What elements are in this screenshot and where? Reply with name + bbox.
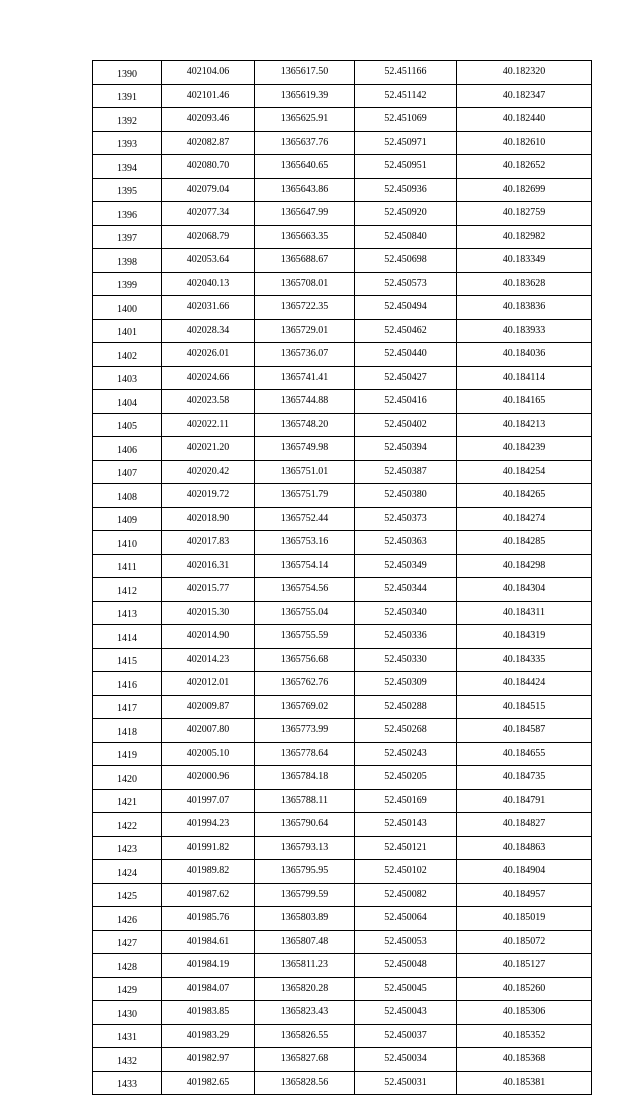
y-coordinate-cell: 1365751.79 [255, 484, 355, 508]
table-row [93, 249, 592, 273]
latitude-cell: 52.450330 [355, 648, 457, 672]
x-coordinate-cell: 401984.61 [162, 930, 255, 954]
longitude-cell: 40.182347 [457, 84, 592, 108]
y-coordinate-cell: 1365647.99 [255, 202, 355, 226]
table-row [93, 601, 592, 625]
y-coordinate-cell: 1365756.68 [255, 648, 355, 672]
point-number-cell: 1426 [93, 907, 162, 931]
y-coordinate-cell: 1365640.65 [255, 155, 355, 179]
latitude-cell: 52.450288 [355, 695, 457, 719]
x-coordinate-cell: 402079.04 [162, 178, 255, 202]
x-coordinate-cell: 402077.34 [162, 202, 255, 226]
x-coordinate-cell: 401989.82 [162, 860, 255, 884]
longitude-cell: 40.184319 [457, 625, 592, 649]
longitude-cell: 40.184165 [457, 390, 592, 414]
x-coordinate-cell: 402000.96 [162, 766, 255, 790]
x-coordinate-cell: 402020.42 [162, 460, 255, 484]
y-coordinate-cell: 1365788.11 [255, 789, 355, 813]
x-coordinate-cell: 402017.83 [162, 531, 255, 555]
point-number-cell: 1422 [93, 813, 162, 837]
point-number-cell: 1425 [93, 883, 162, 907]
latitude-cell: 52.450573 [355, 272, 457, 296]
point-number-cell: 1396 [93, 202, 162, 226]
y-coordinate-cell: 1365827.68 [255, 1048, 355, 1072]
table-row [93, 366, 592, 390]
x-coordinate-cell: 401994.23 [162, 813, 255, 837]
x-coordinate-cell: 401982.65 [162, 1071, 255, 1095]
y-coordinate-cell: 1365784.18 [255, 766, 355, 790]
table-row [93, 836, 592, 860]
table-row [93, 648, 592, 672]
point-number-cell: 1404 [93, 390, 162, 414]
table-row [93, 578, 592, 602]
longitude-cell: 40.184274 [457, 507, 592, 531]
x-coordinate-cell: 402068.79 [162, 225, 255, 249]
x-coordinate-cell: 402024.66 [162, 366, 255, 390]
x-coordinate-cell: 402014.90 [162, 625, 255, 649]
point-number-cell: 1402 [93, 343, 162, 367]
latitude-cell: 52.450064 [355, 907, 457, 931]
latitude-cell: 52.451069 [355, 108, 457, 132]
point-number-cell: 1429 [93, 977, 162, 1001]
longitude-cell: 40.183836 [457, 296, 592, 320]
point-number-cell: 1423 [93, 836, 162, 860]
x-coordinate-cell: 401983.29 [162, 1024, 255, 1048]
point-number-cell: 1398 [93, 249, 162, 273]
x-coordinate-cell: 401987.62 [162, 883, 255, 907]
latitude-cell: 52.450951 [355, 155, 457, 179]
table-row [93, 343, 592, 367]
longitude-cell: 40.184254 [457, 460, 592, 484]
latitude-cell: 52.450048 [355, 954, 457, 978]
longitude-cell: 40.182759 [457, 202, 592, 226]
table-row [93, 484, 592, 508]
longitude-cell: 40.182440 [457, 108, 592, 132]
table-row [93, 108, 592, 132]
longitude-cell: 40.184298 [457, 554, 592, 578]
x-coordinate-cell: 402005.10 [162, 742, 255, 766]
x-coordinate-cell: 402015.30 [162, 601, 255, 625]
table-row [93, 155, 592, 179]
y-coordinate-cell: 1365755.04 [255, 601, 355, 625]
point-number-cell: 1407 [93, 460, 162, 484]
table-row [93, 131, 592, 155]
y-coordinate-cell: 1365769.02 [255, 695, 355, 719]
latitude-cell: 52.450053 [355, 930, 457, 954]
x-coordinate-cell: 402093.46 [162, 108, 255, 132]
latitude-cell: 52.450387 [355, 460, 457, 484]
y-coordinate-cell: 1365637.76 [255, 131, 355, 155]
point-number-cell: 1431 [93, 1024, 162, 1048]
point-number-cell: 1428 [93, 954, 162, 978]
y-coordinate-cell: 1365799.59 [255, 883, 355, 907]
x-coordinate-cell: 401983.85 [162, 1001, 255, 1025]
point-number-cell: 1427 [93, 930, 162, 954]
table-row [93, 178, 592, 202]
point-number-cell: 1415 [93, 648, 162, 672]
x-coordinate-cell: 402018.90 [162, 507, 255, 531]
y-coordinate-cell: 1365752.44 [255, 507, 355, 531]
y-coordinate-cell: 1365617.50 [255, 61, 355, 85]
x-coordinate-cell: 401997.07 [162, 789, 255, 813]
latitude-cell: 52.450037 [355, 1024, 457, 1048]
table-row [93, 531, 592, 555]
y-coordinate-cell: 1365773.99 [255, 719, 355, 743]
latitude-cell: 52.450416 [355, 390, 457, 414]
longitude-cell: 40.185368 [457, 1048, 592, 1072]
table-row [93, 554, 592, 578]
latitude-cell: 52.450143 [355, 813, 457, 837]
y-coordinate-cell: 1365736.07 [255, 343, 355, 367]
longitude-cell: 40.184335 [457, 648, 592, 672]
latitude-cell: 52.450102 [355, 860, 457, 884]
latitude-cell: 52.450121 [355, 836, 457, 860]
y-coordinate-cell: 1365826.55 [255, 1024, 355, 1048]
y-coordinate-cell: 1365790.64 [255, 813, 355, 837]
x-coordinate-cell: 402007.80 [162, 719, 255, 743]
point-number-cell: 1392 [93, 108, 162, 132]
table-row [93, 507, 592, 531]
table-row [93, 625, 592, 649]
latitude-cell: 52.450440 [355, 343, 457, 367]
longitude-cell: 40.183349 [457, 249, 592, 273]
latitude-cell: 52.450920 [355, 202, 457, 226]
table-row [93, 390, 592, 414]
x-coordinate-cell: 402028.34 [162, 319, 255, 343]
x-coordinate-cell: 402040.13 [162, 272, 255, 296]
y-coordinate-cell: 1365744.88 [255, 390, 355, 414]
longitude-cell: 40.184304 [457, 578, 592, 602]
longitude-cell: 40.184114 [457, 366, 592, 390]
x-coordinate-cell: 402080.70 [162, 155, 255, 179]
longitude-cell: 40.185127 [457, 954, 592, 978]
x-coordinate-cell: 402015.77 [162, 578, 255, 602]
point-number-cell: 1433 [93, 1071, 162, 1095]
longitude-cell: 40.182320 [457, 61, 592, 85]
latitude-cell: 52.450394 [355, 437, 457, 461]
longitude-cell: 40.184239 [457, 437, 592, 461]
point-number-cell: 1401 [93, 319, 162, 343]
x-coordinate-cell: 401985.76 [162, 907, 255, 931]
latitude-cell: 52.450309 [355, 672, 457, 696]
table-row [93, 225, 592, 249]
y-coordinate-cell: 1365795.95 [255, 860, 355, 884]
point-number-cell: 1432 [93, 1048, 162, 1072]
table-row [93, 296, 592, 320]
point-number-cell: 1417 [93, 695, 162, 719]
point-number-cell: 1397 [93, 225, 162, 249]
longitude-cell: 40.184285 [457, 531, 592, 555]
table-row [93, 319, 592, 343]
x-coordinate-cell: 402031.66 [162, 296, 255, 320]
table-row [93, 813, 592, 837]
longitude-cell: 40.184904 [457, 860, 592, 884]
y-coordinate-cell: 1365722.35 [255, 296, 355, 320]
point-number-cell: 1403 [93, 366, 162, 390]
point-number-cell: 1418 [93, 719, 162, 743]
latitude-cell: 52.450349 [355, 554, 457, 578]
longitude-cell: 40.185352 [457, 1024, 592, 1048]
longitude-cell: 40.184655 [457, 742, 592, 766]
y-coordinate-cell: 1365754.14 [255, 554, 355, 578]
point-number-cell: 1408 [93, 484, 162, 508]
x-coordinate-cell: 402026.01 [162, 343, 255, 367]
point-number-cell: 1421 [93, 789, 162, 813]
x-coordinate-cell: 402016.31 [162, 554, 255, 578]
longitude-cell: 40.184311 [457, 601, 592, 625]
y-coordinate-cell: 1365753.16 [255, 531, 355, 555]
latitude-cell: 52.450494 [355, 296, 457, 320]
longitude-cell: 40.184863 [457, 836, 592, 860]
y-coordinate-cell: 1365708.01 [255, 272, 355, 296]
latitude-cell: 52.450340 [355, 601, 457, 625]
x-coordinate-cell: 402053.64 [162, 249, 255, 273]
point-number-cell: 1410 [93, 531, 162, 555]
y-coordinate-cell: 1365625.91 [255, 108, 355, 132]
latitude-cell: 52.450373 [355, 507, 457, 531]
latitude-cell: 52.450344 [355, 578, 457, 602]
longitude-cell: 40.184957 [457, 883, 592, 907]
point-number-cell: 1395 [93, 178, 162, 202]
latitude-cell: 52.450936 [355, 178, 457, 202]
y-coordinate-cell: 1365793.13 [255, 836, 355, 860]
latitude-cell: 52.450205 [355, 766, 457, 790]
latitude-cell: 52.450169 [355, 789, 457, 813]
table-row [93, 1048, 592, 1072]
x-coordinate-cell: 402021.20 [162, 437, 255, 461]
x-coordinate-cell: 402023.58 [162, 390, 255, 414]
latitude-cell: 52.450043 [355, 1001, 457, 1025]
point-number-cell: 1400 [93, 296, 162, 320]
point-number-cell: 1394 [93, 155, 162, 179]
longitude-cell: 40.182652 [457, 155, 592, 179]
longitude-cell: 40.184515 [457, 695, 592, 719]
y-coordinate-cell: 1365778.64 [255, 742, 355, 766]
y-coordinate-cell: 1365741.41 [255, 366, 355, 390]
x-coordinate-cell: 401984.19 [162, 954, 255, 978]
point-number-cell: 1393 [93, 131, 162, 155]
table-row [93, 84, 592, 108]
longitude-cell: 40.184735 [457, 766, 592, 790]
y-coordinate-cell: 1365811.23 [255, 954, 355, 978]
point-number-cell: 1413 [93, 601, 162, 625]
table-row [93, 766, 592, 790]
latitude-cell: 52.450698 [355, 249, 457, 273]
x-coordinate-cell: 402009.87 [162, 695, 255, 719]
latitude-cell: 52.451142 [355, 84, 457, 108]
y-coordinate-cell: 1365619.39 [255, 84, 355, 108]
latitude-cell: 52.450082 [355, 883, 457, 907]
y-coordinate-cell: 1365688.67 [255, 249, 355, 273]
table-row [93, 61, 592, 85]
point-number-cell: 1405 [93, 413, 162, 437]
y-coordinate-cell: 1365828.56 [255, 1071, 355, 1095]
x-coordinate-cell: 401984.07 [162, 977, 255, 1001]
x-coordinate-cell: 402014.23 [162, 648, 255, 672]
table-row [93, 437, 592, 461]
latitude-cell: 52.450031 [355, 1071, 457, 1095]
table-row [93, 719, 592, 743]
y-coordinate-cell: 1365754.56 [255, 578, 355, 602]
x-coordinate-cell: 402019.72 [162, 484, 255, 508]
y-coordinate-cell: 1365803.89 [255, 907, 355, 931]
table-row [93, 907, 592, 931]
x-coordinate-cell: 402022.11 [162, 413, 255, 437]
y-coordinate-cell: 1365823.43 [255, 1001, 355, 1025]
y-coordinate-cell: 1365820.28 [255, 977, 355, 1001]
point-number-cell: 1419 [93, 742, 162, 766]
latitude-cell: 52.450336 [355, 625, 457, 649]
longitude-cell: 40.183933 [457, 319, 592, 343]
y-coordinate-cell: 1365643.86 [255, 178, 355, 202]
latitude-cell: 52.450045 [355, 977, 457, 1001]
latitude-cell: 52.451166 [355, 61, 457, 85]
longitude-cell: 40.184424 [457, 672, 592, 696]
longitude-cell: 40.182982 [457, 225, 592, 249]
latitude-cell: 52.450840 [355, 225, 457, 249]
table-row [93, 789, 592, 813]
y-coordinate-cell: 1365807.48 [255, 930, 355, 954]
latitude-cell: 52.450034 [355, 1048, 457, 1072]
x-coordinate-cell: 402101.46 [162, 84, 255, 108]
latitude-cell: 52.450971 [355, 131, 457, 155]
longitude-cell: 40.184213 [457, 413, 592, 437]
table-row [93, 1001, 592, 1025]
y-coordinate-cell: 1365755.59 [255, 625, 355, 649]
point-number-cell: 1411 [93, 554, 162, 578]
latitude-cell: 52.450462 [355, 319, 457, 343]
longitude-cell: 40.184587 [457, 719, 592, 743]
point-number-cell: 1414 [93, 625, 162, 649]
longitude-cell: 40.183628 [457, 272, 592, 296]
y-coordinate-cell: 1365751.01 [255, 460, 355, 484]
x-coordinate-cell: 402082.87 [162, 131, 255, 155]
table-row [93, 695, 592, 719]
point-number-cell: 1409 [93, 507, 162, 531]
y-coordinate-cell: 1365749.98 [255, 437, 355, 461]
table-row [93, 272, 592, 296]
table-row [93, 954, 592, 978]
x-coordinate-cell: 401991.82 [162, 836, 255, 860]
x-coordinate-cell: 402104.06 [162, 61, 255, 85]
longitude-cell: 40.184827 [457, 813, 592, 837]
point-number-cell: 1399 [93, 272, 162, 296]
table-row [93, 930, 592, 954]
longitude-cell: 40.184036 [457, 343, 592, 367]
point-number-cell: 1430 [93, 1001, 162, 1025]
latitude-cell: 52.450380 [355, 484, 457, 508]
table-row [93, 413, 592, 437]
table-row [93, 860, 592, 884]
longitude-cell: 40.182610 [457, 131, 592, 155]
longitude-cell: 40.185306 [457, 1001, 592, 1025]
longitude-cell: 40.184791 [457, 789, 592, 813]
x-coordinate-cell: 401982.97 [162, 1048, 255, 1072]
longitude-cell: 40.182699 [457, 178, 592, 202]
point-number-cell: 1424 [93, 860, 162, 884]
table-row [93, 460, 592, 484]
point-number-cell: 1406 [93, 437, 162, 461]
table-row [93, 742, 592, 766]
longitude-cell: 40.185260 [457, 977, 592, 1001]
latitude-cell: 52.450402 [355, 413, 457, 437]
longitude-cell: 40.184265 [457, 484, 592, 508]
y-coordinate-cell: 1365729.01 [255, 319, 355, 343]
longitude-cell: 40.185019 [457, 907, 592, 931]
point-number-cell: 1390 [93, 61, 162, 85]
x-coordinate-cell: 402012.01 [162, 672, 255, 696]
point-number-cell: 1412 [93, 578, 162, 602]
y-coordinate-cell: 1365748.20 [255, 413, 355, 437]
table-row [93, 1024, 592, 1048]
point-number-cell: 1420 [93, 766, 162, 790]
point-number-cell: 1416 [93, 672, 162, 696]
coordinate-table-body [93, 61, 592, 1095]
table-row [93, 202, 592, 226]
coordinate-table [92, 60, 592, 1095]
latitude-cell: 52.450268 [355, 719, 457, 743]
table-row [93, 977, 592, 1001]
point-number-cell: 1391 [93, 84, 162, 108]
latitude-cell: 52.450427 [355, 366, 457, 390]
y-coordinate-cell: 1365762.76 [255, 672, 355, 696]
table-row [93, 883, 592, 907]
longitude-cell: 40.185381 [457, 1071, 592, 1095]
table-row [93, 1071, 592, 1095]
latitude-cell: 52.450243 [355, 742, 457, 766]
table-row [93, 672, 592, 696]
longitude-cell: 40.185072 [457, 930, 592, 954]
latitude-cell: 52.450363 [355, 531, 457, 555]
y-coordinate-cell: 1365663.35 [255, 225, 355, 249]
